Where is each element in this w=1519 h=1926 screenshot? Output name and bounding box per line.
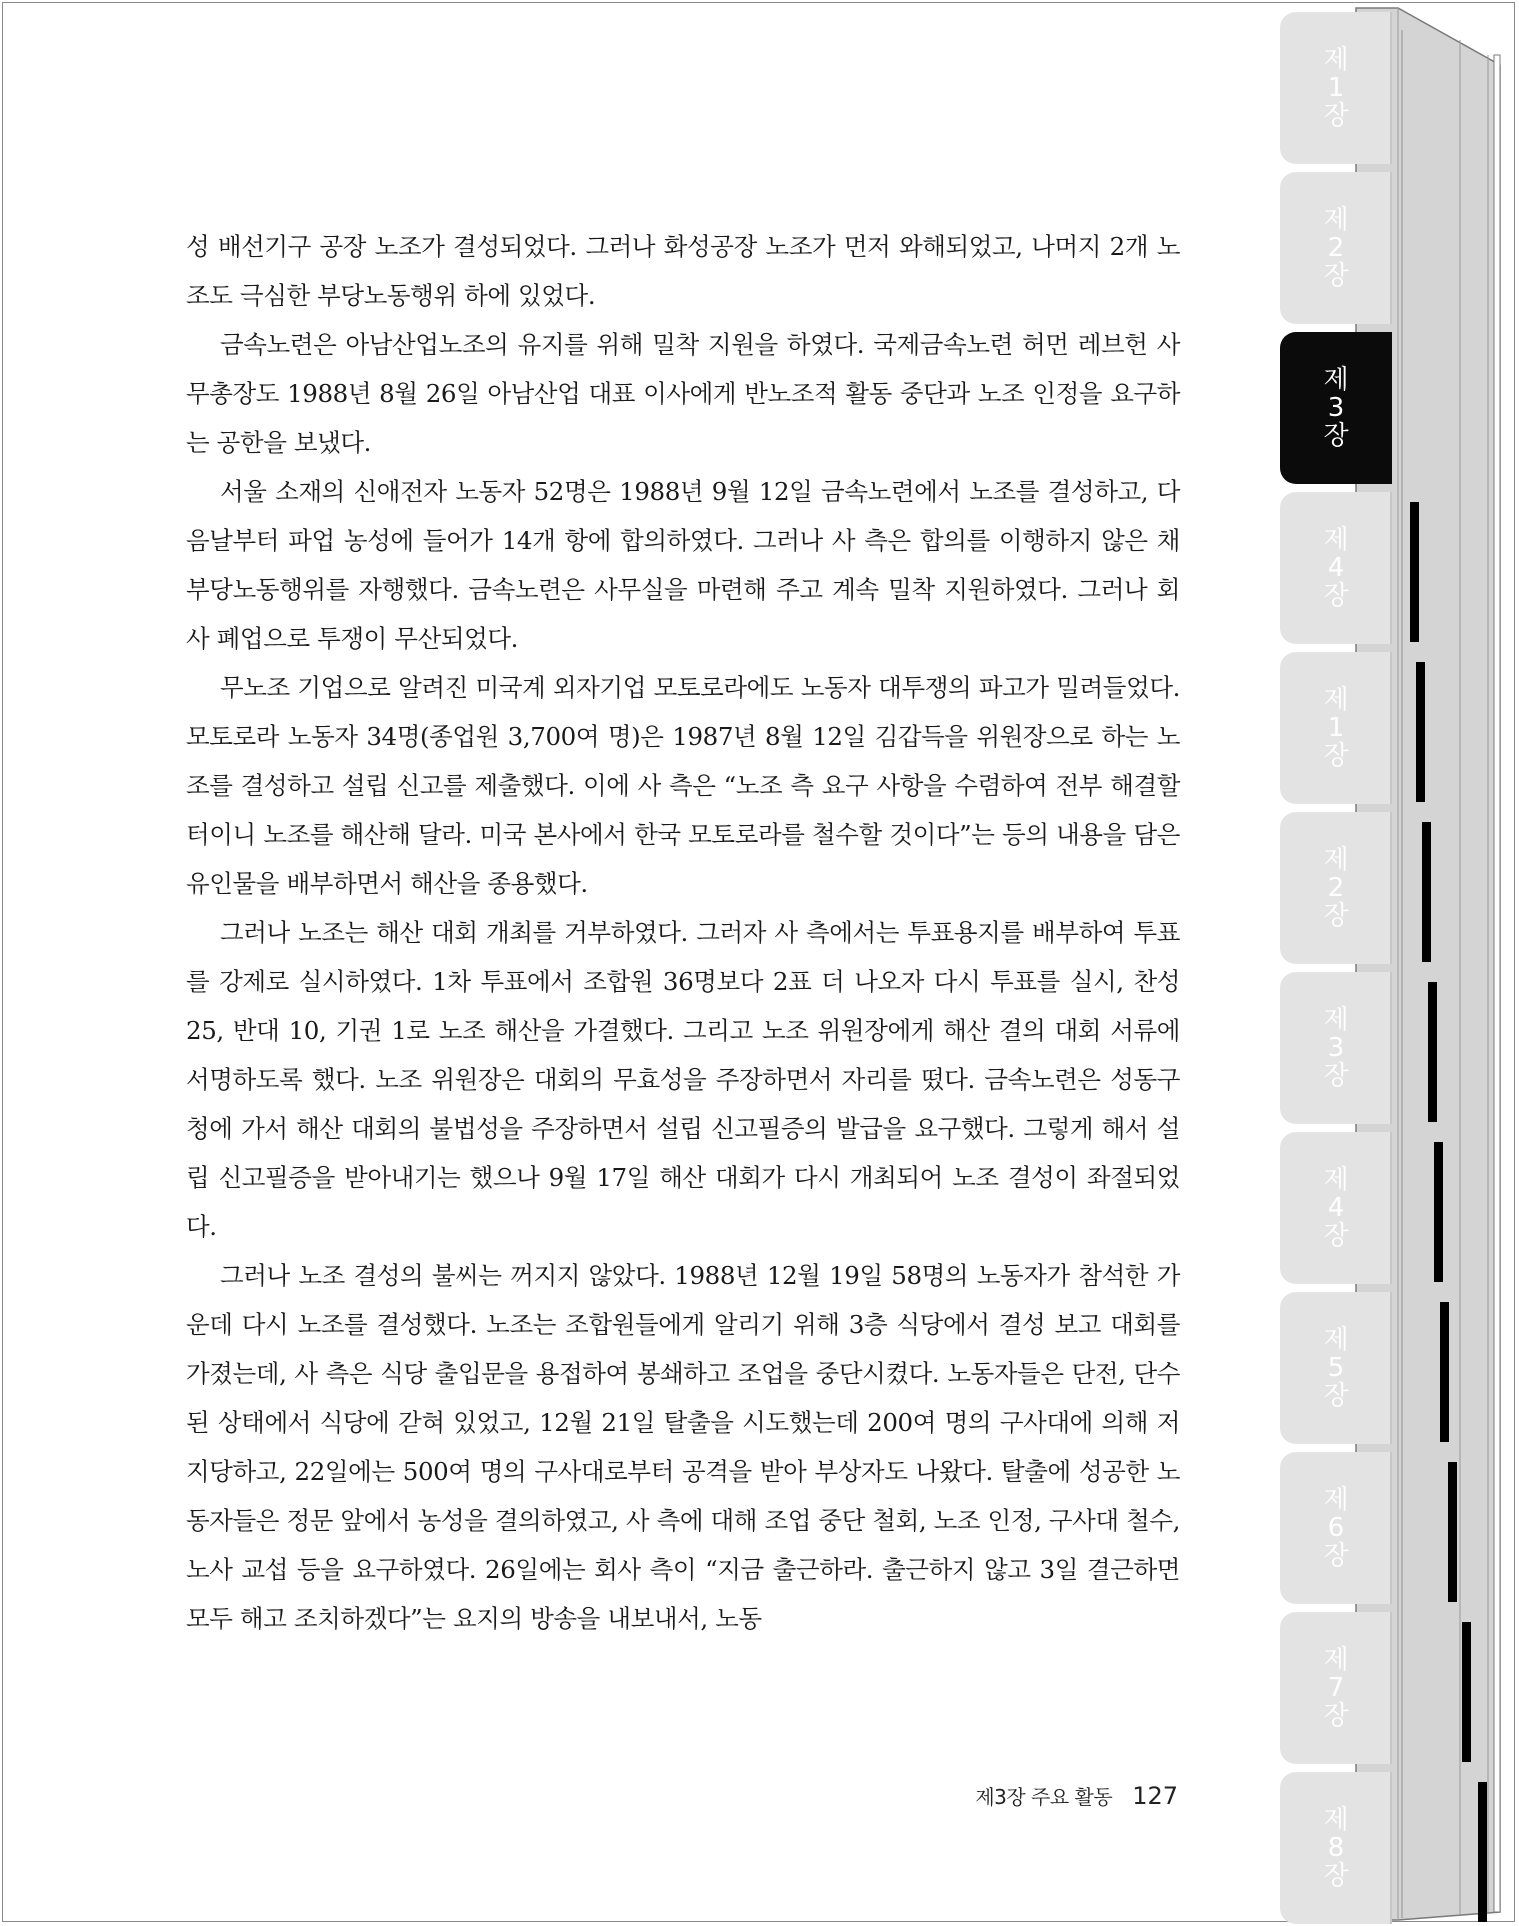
chapter-tab-char: 5 bbox=[1327, 1353, 1345, 1383]
paragraph: 금속노련은 아남산업노조의 유지를 위해 밀착 지원을 하였다. 국제금속노련 허먼 레브헌 사무총장도 1988년 8월 26일 아남산업 대표 이사에게 반노조적 활동 중단과 노조 인정을 요구하는 공한을 보냈다. bbox=[186, 330, 1180, 457]
chapter-tab-char: 장 bbox=[1323, 901, 1349, 931]
paragraph: 성 배선기구 공장 노조가 결성되었다. 그러나 화성공장 노조가 먼저 와해되었고, 나머지 2개 노조도 극심한 부당노동행위 하에 있었다. bbox=[186, 232, 1180, 310]
chapter-tab-char: 제 bbox=[1323, 685, 1349, 715]
page-number: 127 bbox=[1132, 1782, 1178, 1810]
chapter-tab[interactable] bbox=[1280, 1452, 1392, 1604]
chapter-tab-char: 장 bbox=[1323, 1861, 1349, 1891]
chapter-tab-char: 장 bbox=[1323, 1701, 1349, 1731]
chapter-tab-char: 제 bbox=[1323, 1005, 1349, 1035]
chapter-tab[interactable] bbox=[1280, 172, 1392, 324]
chapter-tab-char: 장 bbox=[1323, 261, 1349, 291]
chapter-tab-char: 2 bbox=[1327, 873, 1345, 903]
chapter-tab-char: 제 bbox=[1323, 1485, 1349, 1515]
chapter-tab-char: 제 bbox=[1323, 45, 1349, 75]
chapter-tab[interactable] bbox=[1280, 332, 1392, 484]
chapter-tab-char: 제 bbox=[1323, 1645, 1349, 1675]
thumb-index-marker bbox=[1410, 502, 1419, 642]
chapter-tab[interactable] bbox=[1280, 1612, 1392, 1764]
chapter-tab-char: 2 bbox=[1327, 233, 1345, 263]
thumb-index-marker bbox=[1416, 662, 1425, 802]
chapter-tab[interactable] bbox=[1280, 1772, 1392, 1924]
thumb-index-marker bbox=[1434, 1142, 1443, 1282]
chapter-tab-char: 1 bbox=[1327, 73, 1345, 103]
book-edge-page bbox=[1494, 55, 1500, 1912]
chapter-tab-char: 장 bbox=[1323, 421, 1349, 451]
thumb-index-marker bbox=[1478, 1782, 1487, 1922]
chapter-tab-char: 장 bbox=[1323, 741, 1349, 771]
chapter-tab-char: 제 bbox=[1323, 1325, 1349, 1355]
thumb-index-marker bbox=[1462, 1622, 1471, 1762]
page-footer bbox=[975, 1781, 1178, 1810]
thumb-index-marker bbox=[1422, 822, 1431, 962]
thumb-index-marker bbox=[1448, 1462, 1457, 1602]
chapter-tab-char: 장 bbox=[1323, 101, 1349, 131]
chapter-tab-char: 제 bbox=[1323, 845, 1349, 875]
chapter-tab-char: 3 bbox=[1327, 1033, 1345, 1063]
chapter-tab-char: 제 bbox=[1323, 525, 1349, 555]
chapter-tab-char: 제 bbox=[1323, 205, 1349, 235]
chapter-tab-char: 장 bbox=[1323, 1221, 1349, 1251]
chapter-tab-char: 4 bbox=[1327, 553, 1345, 583]
chapter-tab[interactable] bbox=[1280, 1292, 1392, 1444]
thumb-index-marker bbox=[1428, 982, 1437, 1122]
paragraph: 그러나 노조는 해산 대회 개최를 거부하였다. 그러자 사 측에서는 투표용지를 배부하여 투표를 강제로 실시하였다. 1차 투표에서 조합원 36명보다 2표 더 나오자 다시 투표를 실시, 찬성 25, 반대 10, 기권 1로 노조 해산을 가결했다. 그리고 노조 위원장에게 해산 결의 대회 서류에 서명하도록 했다. 노조 위원장은 대회의 무효성을 주장하면서 자리를 떴다. 금속노련은 성동구청에 가서 해산 대회의 불법성을 주장하면서 설립 신고필증의 발급을 요구했다. 그렇게 해서 설립 신고필증을 받아내기는 했으나 9월 17일 해산 대회가 다시 개최되어 노조 결성이 좌절되었다. bbox=[186, 918, 1180, 1241]
chapter-tab-char: 제 bbox=[1323, 365, 1349, 395]
running-footer-chapter: 제3장 주요 활동 bbox=[975, 1785, 1113, 1809]
chapter-tab-char: 장 bbox=[1323, 1061, 1349, 1091]
chapter-tab[interactable] bbox=[1280, 652, 1392, 804]
thumb-index-marker bbox=[1440, 1302, 1449, 1442]
chapter-tab-char: 제 bbox=[1323, 1805, 1349, 1835]
chapter-tab[interactable] bbox=[1280, 1132, 1392, 1284]
chapter-tab-char: 8 bbox=[1327, 1833, 1345, 1863]
body-text bbox=[186, 222, 1180, 1643]
chapter-tab-char: 제 bbox=[1323, 1165, 1349, 1195]
chapter-tab-char: 4 bbox=[1327, 1193, 1345, 1223]
chapter-tab-char: 3 bbox=[1327, 393, 1345, 423]
chapter-tab[interactable] bbox=[1280, 972, 1392, 1124]
chapter-tab-char: 6 bbox=[1327, 1513, 1345, 1543]
chapter-tab-char: 7 bbox=[1327, 1673, 1345, 1703]
chapter-tab-char: 1 bbox=[1327, 713, 1345, 743]
chapter-tab[interactable] bbox=[1280, 492, 1392, 644]
chapter-tab[interactable] bbox=[1280, 812, 1392, 964]
chapter-tab-char: 장 bbox=[1323, 1381, 1349, 1411]
paragraph: 무노조 기업으로 알려진 미국계 외자기업 모토로라에도 노동자 대투쟁의 파고가 밀려들었다. 모토로라 노동자 34명(종업원 3,700여 명)은 1987년 8월 12일 김갑득을 위원장으로 하는 노조를 결성하고 설립 신고를 제출했다. 이에 사 측은 “노조 측 요구 사항을 수렴하여 전부 해결할 터이니 노조를 해산해 달라. 미국 본사에서 한국 모토로라를 철수할 것이다”는 등의 내용을 담은 유인물을 배부하면서 해산을 종용했다. bbox=[186, 673, 1180, 898]
paragraph: 그러나 노조 결성의 불씨는 꺼지지 않았다. 1988년 12월 19일 58명의 노동자가 참석한 가운데 다시 노조를 결성했다. 노조는 조합원들에게 알리기 위해 3층 식당에서 결성 보고 대회를 가졌는데, 사 측은 식당 출입문을 용접하여 봉쇄하고 조업을 중단시켰다. 노동자들은 단전, 단수된 상태에서 식당에 갇혀 있었고, 12월 21일 탈출을 시도했는데 200여 명의 구사대에 의해 저지당하고, 22일에는 500여 명의 구사대로부터 공격을 받아 부상자도 나왔다. 탈출에 성공한 노동자들은 정문 앞에서 농성을 결의하였고, 사 측에 대해 조업 중단 철회, 노조 인정, 구사대 철수, 노사 교섭 등을 요구하였다. 26일에는 회사 측이 “지금 출근하라. 출근하지 않고 3일 결근하면 모두 해고 조치하겠다”는 요지의 방송을 내보내서, 노동 bbox=[186, 1261, 1180, 1633]
chapter-tab-char: 장 bbox=[1323, 1541, 1349, 1571]
chapter-tab-char: 장 bbox=[1323, 581, 1349, 611]
paragraph: 서울 소재의 신애전자 노동자 52명은 1988년 9월 12일 금속노련에서 노조를 결성하고, 다음날부터 파업 농성에 들어가 14개 항에 합의하였다. 그러나 사 측은 합의를 이행하지 않은 채 부당노동행위를 자행했다. 금속노련은 사무실을 마련해 주고 계속 밀착 지원하였다. 그러나 회사 폐업으로 투쟁이 무산되었다. bbox=[186, 477, 1180, 653]
chapter-tab[interactable] bbox=[1280, 12, 1392, 164]
